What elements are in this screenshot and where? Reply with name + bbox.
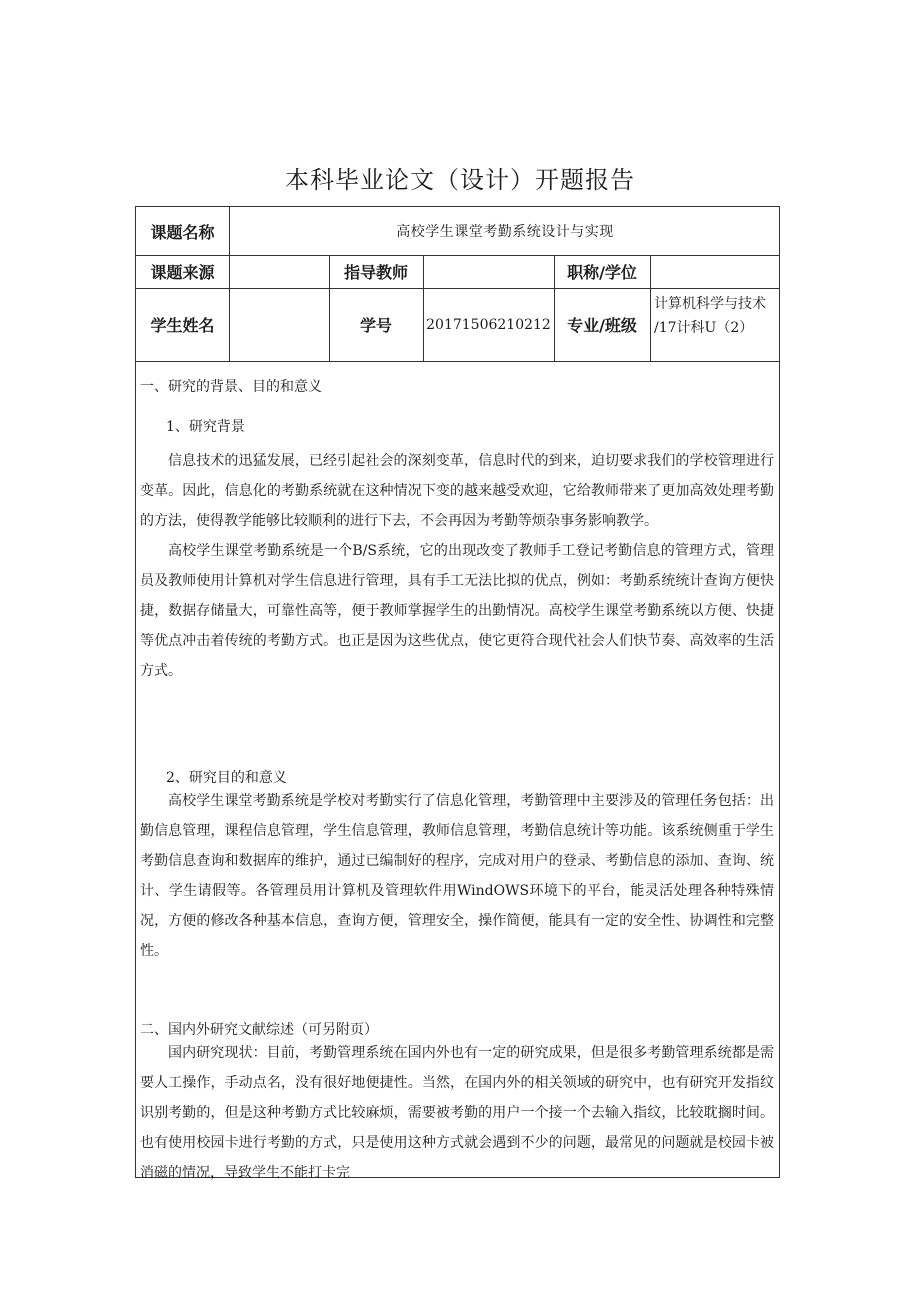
major-label: 专业/班级	[567, 316, 637, 335]
id-label: 学号	[359, 316, 392, 335]
section1-paragraph-2: 高校学生课堂考勤系统是一个B/S系统，它的出现改变了教师手工登记考勤信息的管理方式，管理员及教师使用计算机对学生信息进行管理，具有手工无法比拟的优点，例如：考勤系统统计查询方便快捷，数据存储量大，可靠性高等，便于教师掌握学生的出勤情况。高校学生课堂考勤系统以方便、快捷等优点冲击着传统的考勤方式。也正是因为这些优点，使它更符合现代社会人们快节奏、高效率的生活方式。	[140, 543, 774, 679]
id-value: 20171506210212	[426, 316, 551, 333]
section2-heading: 二、国内外研究文献综述（可另附页）	[140, 1022, 378, 1038]
section1-sub1-heading: 1、研究背景	[166, 419, 245, 435]
section1-paragraph-1: 信息技术的迅猛发展，已经引起社会的深刻变革，信息时代的到来，迫切要求我们的学校管理进行变革。因此，信息化的考勤系统就在这种情况下变的越来越受欢迎，它给教师带来了更加高效处理考勤的方法，使得教学能够比较顺利的进行下去，不会再因为考勤等烦杂事务影响教学。	[140, 453, 774, 529]
source-label: 课题来源	[150, 263, 215, 282]
advisor-label: 指导教师	[343, 263, 408, 282]
major-value	[650, 288, 781, 361]
student-label: 学生姓名	[150, 316, 215, 335]
report-body	[136, 362, 781, 1179]
student-value	[229, 288, 329, 361]
rank-value	[650, 255, 781, 288]
rank-label: 职称/学位	[567, 263, 637, 282]
section1-paragraph-3: 高校学生课堂考勤系统是学校对考勤实行了信息化管理，考勤管理中主要涉及的管理任务包括：出勤信息管理，课程信息管理，学生信息管理，教师信息管理，考勤信息统计等功能。该系统侧重于学生考勤信息查询和数据库的维护，通过已编制好的程序，完成对用户的登录、考勤信息的添加、查询、统计、学生请假等。各管理员用计算机及管理软件用WindOWS环境下的平台，能灵活处理各种特殊情况，方便的修改各种基本信息，查询方便，管理安全，操作简便，能具有一定的安全性、协调性和完整性。	[140, 793, 774, 959]
page-title: 本科毕业论文（设计）开题报告	[285, 166, 635, 194]
major-value-line2: /17计科U（2）	[654, 320, 754, 336]
section1-heading: 一、研究的背景、目的和意义	[140, 379, 322, 395]
major-value-line1: 计算机科学与技术	[654, 296, 766, 312]
topic-value: 高校学生课堂考勤系统设计与实现	[396, 224, 614, 240]
section1-sub2-heading: 2、研究目的和意义	[166, 770, 287, 786]
topic-label: 课题名称	[150, 222, 215, 242]
report-form	[135, 206, 780, 1181]
section2-paragraph-1: 国内研究现状：目前，考勤管理系统在国内外也有一定的研究成果，但是很多考勤管理系统都是需要人工操作，手动点名，没有很好地便捷性。当然，在国内外的相关领域的研究中，也有研究开发指纹识别考勤的，但是这种考勤方式比较麻烦，需要被考勤的用户一个接一个去输入指纹，比较耽搁时间。也有使用校园卡进行考勤的方式，只是使用这种方式就会遇到不少的问题，最常见的问题就是校园卡被消磁的情况，导致学生不能打卡完	[140, 1045, 774, 1181]
advisor-value	[423, 255, 554, 288]
source-value	[229, 255, 329, 288]
